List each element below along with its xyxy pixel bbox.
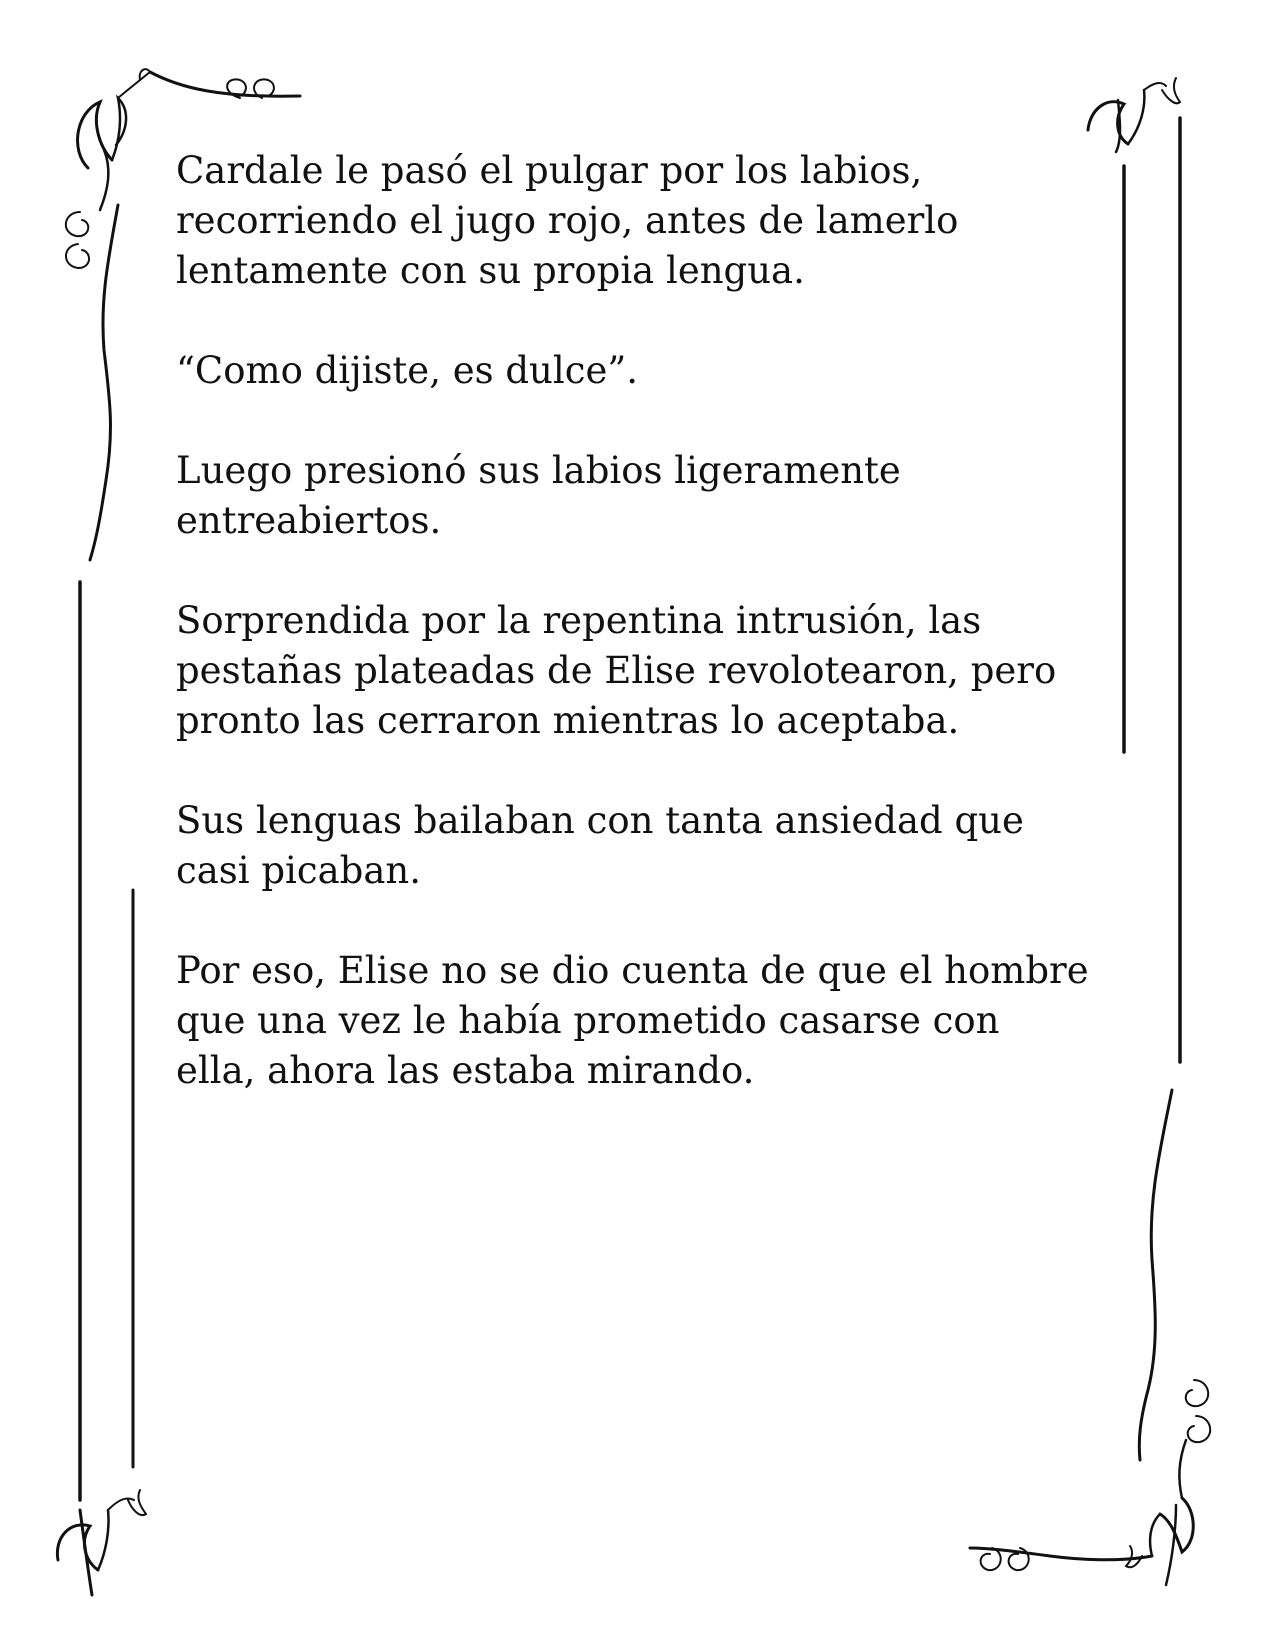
text-line: “Como dijiste, es dulce”. [176,349,639,392]
paragraph [176,796,1116,896]
text-line: ella, ahora las estaba mirando. [176,1049,755,1092]
paragraph [176,146,1116,296]
text-line: lentamente con su propia lengua. [176,249,805,292]
story-text [176,146,1116,1146]
text-line: entreabiertos. [176,499,442,542]
paragraph [176,446,1116,546]
text-line: recorriendo el jugo rojo, antes de lamerlo [176,199,959,242]
paragraph [176,596,1116,746]
bottom-right-flourish-icon [970,1090,1210,1585]
text-line: casi picaban. [176,849,421,892]
text-line: Por eso, Elise no se dio cuenta de que el hombre [176,949,1089,992]
text-line: Cardale le pasó el pulgar por los labios, [176,149,923,192]
text-line: pronto las cerraron mientras lo aceptaba. [176,699,960,742]
paragraph [176,946,1116,1096]
paragraph [176,346,1116,396]
text-line: Sus lenguas bailaban con tanta ansiedad que [176,799,1024,842]
text-line: Luego presionó sus labios ligeramente [176,449,901,492]
text-line: que una vez le había prometido casarse con [176,999,1000,1042]
text-line: pestañas plateadas de Elise revolotearon, pero [176,649,1057,692]
text-line: Sorprendida por la repentina intrusión, las [176,599,982,642]
top-right-flourish-icon [1088,78,1180,152]
bottom-left-flourish-icon [57,1490,146,1595]
